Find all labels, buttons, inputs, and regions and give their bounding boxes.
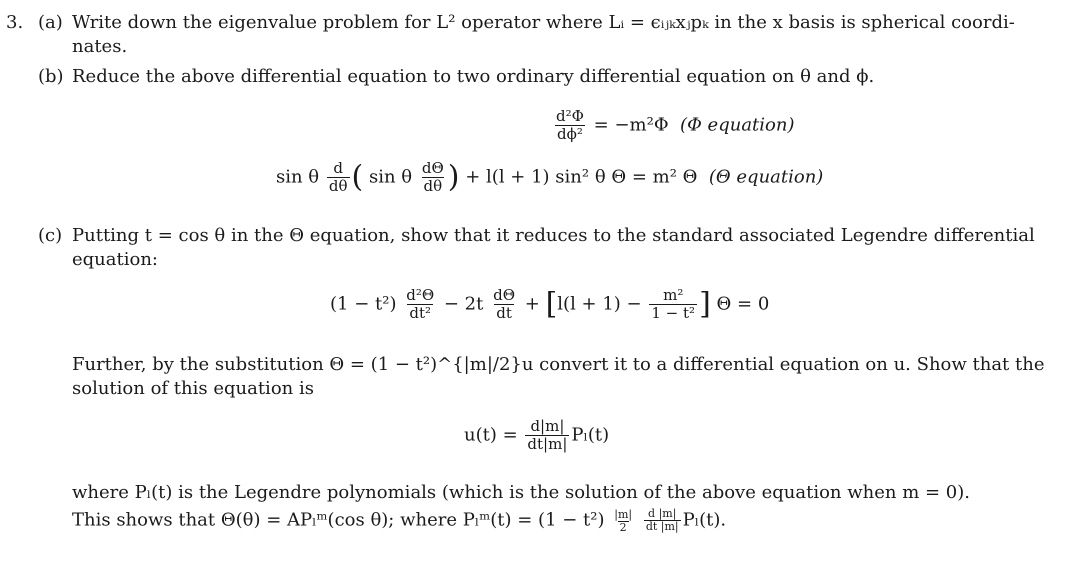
phi-eq-rhs: = −m²Φ bbox=[593, 114, 669, 136]
leg-mid: − 2t bbox=[443, 293, 484, 315]
shows-exp-num: |m| bbox=[614, 507, 633, 521]
theta-dTheta-den: dθ bbox=[423, 177, 443, 195]
shows-end: Pₗ(t). bbox=[682, 509, 727, 531]
u-solution bbox=[464, 418, 609, 453]
theta-d-den: dθ bbox=[328, 177, 348, 195]
theta-d-fraction bbox=[327, 160, 350, 195]
leg-f3-den: 1 − t² bbox=[651, 304, 696, 322]
phi-frac-num: d²Φ bbox=[556, 107, 584, 125]
theta-d-num: d bbox=[333, 159, 344, 177]
phi-fraction bbox=[554, 108, 586, 143]
leg-frac-1 bbox=[404, 287, 436, 322]
leg-f2-den: dt bbox=[496, 304, 512, 322]
leg-f2-num: dΘ bbox=[493, 286, 516, 304]
where-line: where Pₗ(t) is the Legendre polynomials (which is the solution of the above equation when m = 0). bbox=[72, 482, 970, 503]
right-bracket: ] bbox=[699, 286, 711, 322]
leg-f1-den: dt² bbox=[409, 304, 431, 322]
problem-number: 3. bbox=[6, 12, 24, 33]
leg-plus: + bbox=[524, 293, 540, 315]
shows-d-fraction bbox=[644, 508, 681, 533]
leg-frac-2 bbox=[491, 287, 517, 322]
further-line2: solution of this equation is bbox=[72, 378, 314, 399]
left-bracket: [ bbox=[545, 286, 558, 322]
shows-exponent bbox=[612, 509, 634, 534]
shows-a: This shows that Θ(θ) = APₗᵐ(cos θ); where Pₗᵐ(t) = (1 − t²) bbox=[72, 509, 605, 531]
legendre-equation bbox=[330, 287, 769, 322]
leg-factor: (1 − t²) bbox=[330, 293, 397, 315]
part-b-label: (b) bbox=[38, 66, 64, 87]
shows-d-den: dt |m| bbox=[645, 520, 679, 533]
theta-eq-sin: sin θ bbox=[276, 166, 320, 188]
leg-f1-num: d²Θ bbox=[406, 286, 435, 304]
theta-eq-inner-sin: sin θ bbox=[368, 166, 413, 188]
left-paren: ( bbox=[351, 159, 364, 195]
theta-dTheta-num: dΘ bbox=[421, 159, 444, 177]
phi-eq-tag: (Φ equation) bbox=[680, 114, 795, 136]
shows-exp-den: 2 bbox=[619, 520, 627, 534]
part-c-label: (c) bbox=[38, 225, 63, 246]
part-c-line1: Putting t = cos θ in the Θ equation, show that it reduces to the standard associated Legendre differential bbox=[72, 225, 1035, 246]
shows-d-num: d |m| bbox=[648, 507, 677, 520]
shows-line bbox=[72, 508, 726, 534]
part-c-line2: equation: bbox=[72, 249, 158, 270]
part-a-label: (a) bbox=[38, 12, 63, 33]
right-paren: ) bbox=[447, 159, 460, 195]
u-lhs: u(t) = bbox=[464, 424, 518, 446]
part-a-line2: nates. bbox=[72, 36, 128, 57]
phi-frac-den: dϕ² bbox=[557, 125, 583, 143]
u-fraction bbox=[525, 418, 569, 453]
phi-equation bbox=[552, 108, 795, 143]
u-tail: Pₗ(t) bbox=[571, 424, 610, 446]
u-den: dt|m| bbox=[527, 435, 568, 453]
u-num: d|m| bbox=[530, 417, 565, 435]
part-b-text: Reduce the above differential equation to two ordinary differential equation on θ and ϕ. bbox=[72, 66, 875, 87]
further-line1: Further, by the substitution Θ = (1 − t²)^{|m|/2}u convert it to a differential equation on u. Show that the bbox=[72, 354, 1045, 375]
theta-eq-tag: (Θ equation) bbox=[708, 166, 824, 188]
theta-equation bbox=[276, 160, 823, 195]
leg-bracket-a: l(l + 1) − bbox=[557, 293, 642, 315]
theta-eq-rest: + l(l + 1) sin² θ Θ = m² Θ bbox=[465, 166, 698, 188]
leg-frac-3 bbox=[649, 287, 697, 322]
leg-f3-num: m² bbox=[663, 286, 684, 304]
leg-tail: Θ = 0 bbox=[716, 293, 770, 315]
part-a-line1: Write down the eigenvalue problem for L² operator where Lᵢ = ϵᵢⱼₖxⱼpₖ in the x basis is spherical coordi- bbox=[72, 12, 1015, 33]
theta-dTheta-fraction bbox=[420, 160, 446, 195]
